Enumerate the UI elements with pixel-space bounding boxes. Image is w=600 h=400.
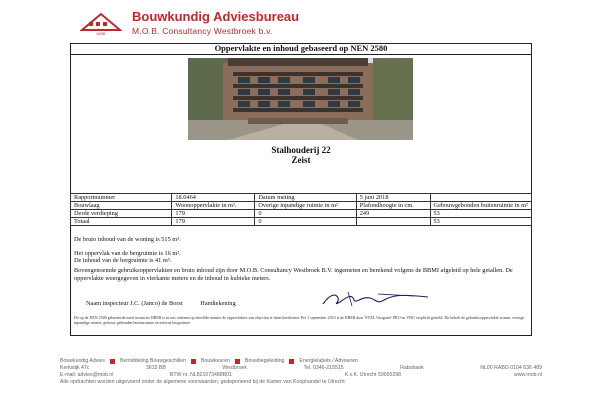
table-cell [356, 218, 430, 226]
table-cell [430, 194, 531, 202]
table-cell: Overige inpandige ruimte in m² [255, 202, 356, 210]
footer [60, 358, 542, 385]
table-cell: Totaal [71, 218, 172, 226]
table-cell: 249 [356, 210, 430, 218]
table-cell: Derde verdieping [71, 210, 172, 218]
footer-item: Rabobank [400, 365, 424, 371]
table-cell: Rapportnummer [71, 194, 172, 202]
footer-service: Energielabels / Adviseren [299, 358, 358, 364]
footer-item: Kerkstijk 47c [60, 365, 90, 371]
company-subtitle: M.O.B. Consultancy Westbroek b.v. [132, 26, 273, 36]
table-cell: 179 [172, 218, 255, 226]
table-cell: Plafondhoogte in cm. [356, 202, 430, 210]
table-row [71, 202, 532, 210]
footer-bullet-icon [289, 359, 294, 364]
signature-label: Handtekening [200, 300, 236, 307]
footer-services [60, 358, 542, 364]
disclaimer: De op de NEN 2580 gebaseerde meet instructie BBMI is in ons ordenen op dezelfde manier de oppervlaktes van objecten te laten berekenen. Per 1 september 2010 is de BBMI door NVM, Vastgoed- PRO en VBO verplicht gesteld. Dit behelt de gebruiksoppervlakte wonen, overige inpandige ruimte, gebouw gebonden buitenruimte en externe bergruimte. [74, 315, 525, 325]
table-row [71, 218, 532, 226]
table-cell: 5 juni 2018 [356, 194, 430, 202]
measurement-table [70, 193, 532, 226]
table-cell: 179 [172, 210, 255, 218]
bergruimte-inhoud-text: De inhoud van de bergruimte is 41 m³. [74, 257, 172, 264]
table-cell: 53 [430, 210, 531, 218]
footer-item: www.mob.nl [514, 372, 542, 378]
building-photo [188, 58, 413, 140]
footer-address-row [60, 365, 542, 371]
footer-service: Bouwkeuren [201, 358, 230, 364]
footer-item: K.v.K. Utrecht 59055298 [344, 372, 402, 378]
footer-bullet-icon [235, 359, 240, 364]
table-cell: Woonoppervlakte in m². [172, 202, 255, 210]
inspector-name: Naam inspecteur J.C. (Janco) de Borst [86, 300, 183, 307]
table-cell: 0 [255, 210, 356, 218]
brand [132, 10, 299, 36]
bergruimte-oppervlak-text: Het oppervlak van de bergruimte is 16 m². [74, 250, 181, 257]
table-cell: 18.0464 [172, 194, 255, 202]
footer-item: BTW nr. NL821073488B01 [169, 372, 232, 378]
footer-service: Bemiddeling Bouwgeschillen [120, 358, 187, 364]
report-title: Oppervlakte en inhoud gebaseerd op NEN 2580 [70, 43, 532, 55]
table-row [71, 194, 532, 202]
table-cell: Datum meting [255, 194, 356, 202]
table-cell: 53 [430, 218, 531, 226]
signature-line [86, 300, 252, 307]
company-name: Bouwkundig Adviesbureau [132, 9, 300, 24]
table-cell: 0 [255, 218, 356, 226]
footer-service: Bouwkundig Advies [60, 358, 105, 364]
footer-item: NL00 RABO 0104 636 489 [480, 365, 542, 371]
property-city: Zeist [291, 155, 311, 165]
footer-item: Westbroek [222, 365, 248, 371]
footer-bullet-icon [110, 359, 115, 364]
footer-item: E-mail: advies@mob.nl [60, 372, 114, 378]
measurement-statement: Bovengenoemde gebruiksoppervlakten en bruto inhoud zijn door M.O.B. Consultancy Westbroek B.V. ingemeten en berekend volgens de BBMI afgeleid op hele getallen. De oppervlakte weergegeven in vierkante meters en de inhoud in kubieke meters. [74, 267, 513, 282]
handwritten-signature [318, 290, 433, 308]
bruto-inhoud-text: De bruto inhoud van de woning is 515 m³. [74, 236, 181, 243]
logo-text: MOB [96, 31, 106, 36]
table-row [71, 210, 532, 218]
footer-legal: Alle opdrachten worden uitgevoerd onder de algemene voorwaarden, gedeponeerd bij de Kamer van Koophandel te Utrecht. [60, 379, 347, 385]
company-logo [80, 10, 122, 36]
footer-contact-row [60, 372, 542, 378]
table-cell: Bouwlaag [71, 202, 172, 210]
footer-service: Bouwbegeleiding [244, 358, 285, 364]
footer-item: 3615 BB [145, 365, 166, 371]
property-street: Stalhouderij 22 [271, 145, 331, 155]
footer-bullet-icon [191, 359, 196, 364]
footer-item: Tel. 0346-215515 [303, 365, 344, 371]
table-cell: Gebouwgebonden buitenruimte in m² [430, 202, 531, 210]
property-address [70, 145, 532, 165]
